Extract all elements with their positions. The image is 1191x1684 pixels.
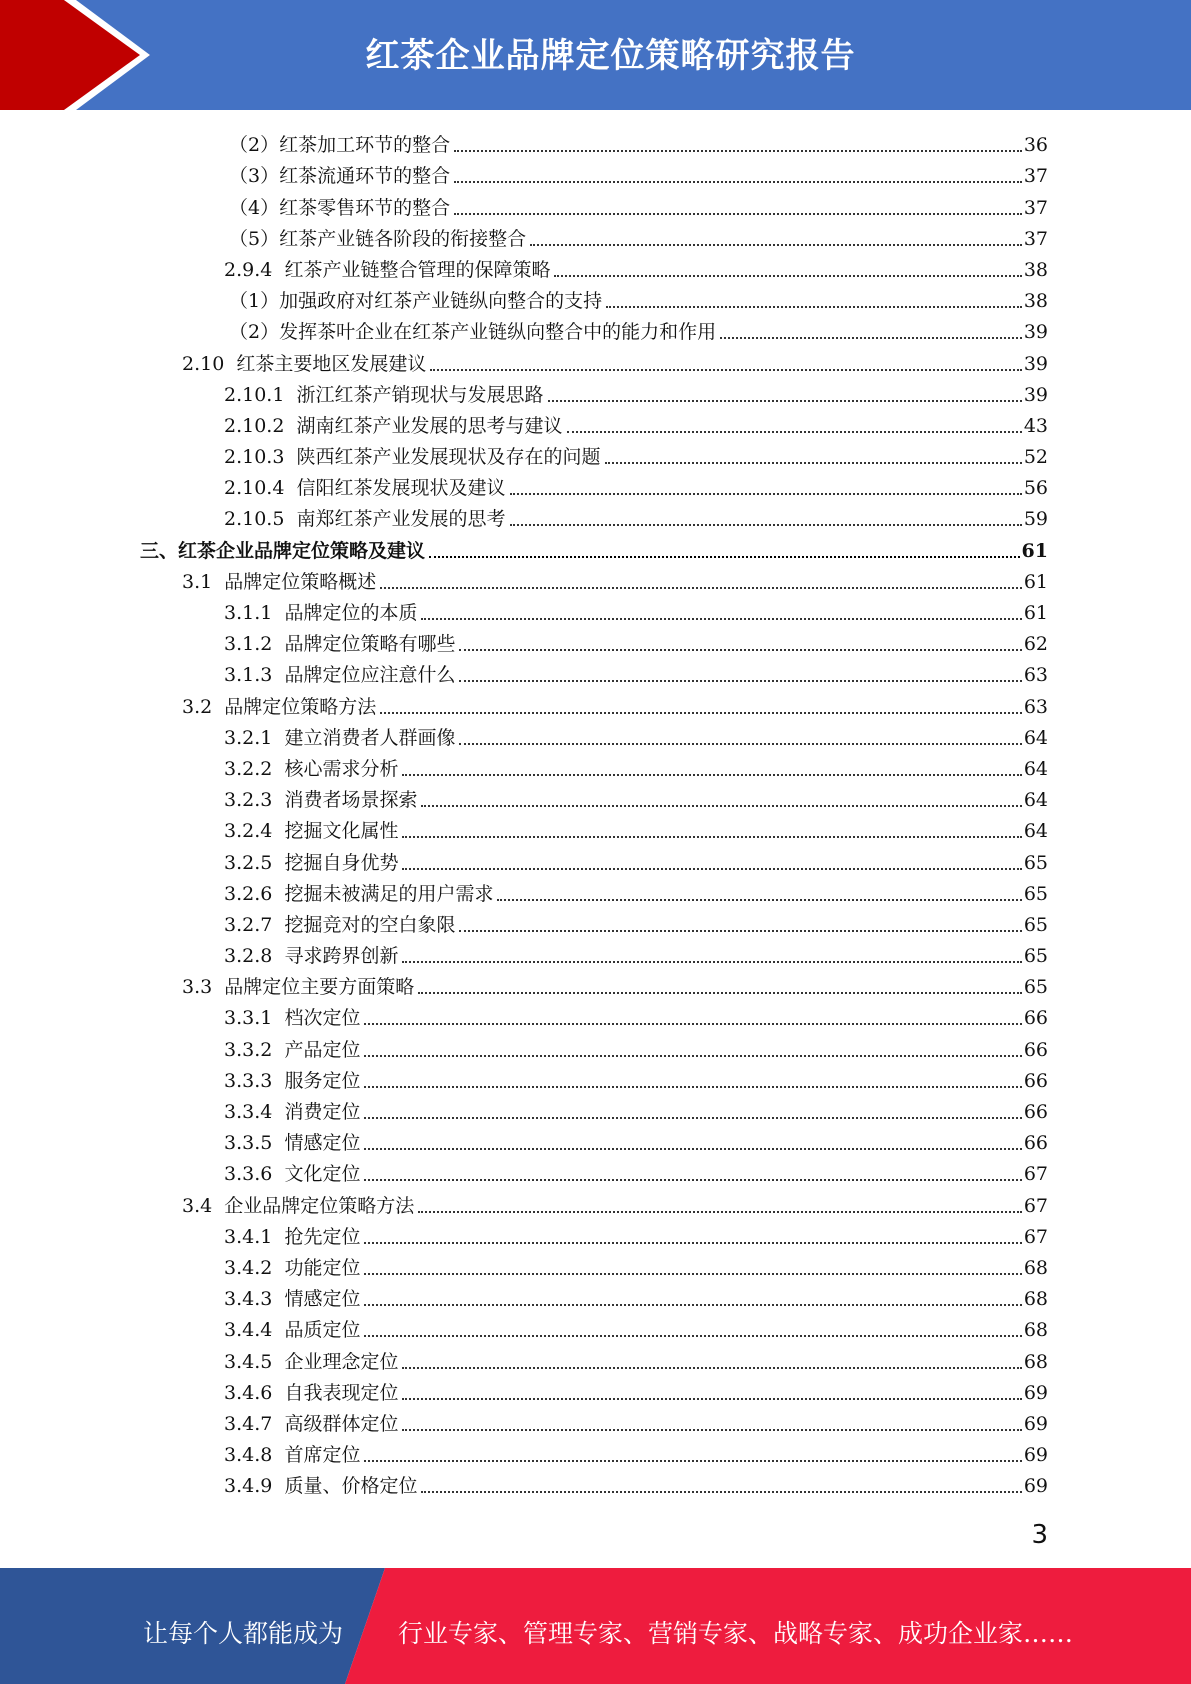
toc-entry-page: 61	[1023, 602, 1048, 624]
toc-entry-number: 3.2.5	[224, 851, 285, 874]
toc-entry-title: 情感定位	[284, 1132, 361, 1155]
toc-entry-number: 3.4.7	[224, 1412, 285, 1435]
toc-entry-page: 65	[1023, 945, 1048, 968]
toc-entry-number: （2）	[229, 134, 280, 157]
toc-dot-leader	[606, 306, 1022, 308]
toc-entry[interactable]	[140, 752, 1048, 783]
toc-entry[interactable]	[140, 409, 1048, 440]
toc-entry[interactable]	[140, 814, 1048, 845]
toc-entry-number: 3.4.4	[224, 1319, 285, 1342]
toc-entry-page: 63	[1023, 664, 1048, 687]
toc-entry-number: 3.2.4	[224, 820, 285, 843]
toc-dot-leader	[364, 1023, 1021, 1025]
toc-entry-title: 红茶企业品牌定位策略及建议	[178, 539, 426, 562]
toc-entry-page: 69	[1023, 1381, 1048, 1404]
footer-slogan-right: 行业专家、管理专家、营销专家、战略专家、成功企业家……	[398, 1619, 1074, 1648]
toc-entry-number: 3.4.9	[224, 1475, 285, 1498]
toc-entry-page: 36	[1023, 134, 1048, 157]
toc-dot-leader	[605, 462, 1022, 464]
toc-entry-title: 品牌定位的本质	[284, 602, 418, 624]
toc-entry-number: 3.3.3	[224, 1069, 285, 1092]
toc-entry-page: 38	[1023, 290, 1048, 313]
toc-dot-leader	[418, 1211, 1022, 1213]
toc-dot-leader	[548, 400, 1022, 402]
toc-entry-title: 情感定位	[284, 1288, 361, 1311]
toc-entry-page: 37	[1023, 165, 1048, 188]
toc-entry-title: 寻求跨界创新	[284, 945, 399, 968]
toc-entry-number: （2）	[229, 321, 280, 344]
toc-entry[interactable]	[140, 1220, 1048, 1251]
toc-entry[interactable]	[140, 1032, 1048, 1063]
toc-entry[interactable]	[140, 627, 1048, 658]
toc-entry-number: 3.2.2	[224, 757, 285, 780]
toc-entry-number: 2.10	[182, 352, 237, 375]
toc-entry[interactable]	[140, 159, 1048, 190]
toc-entry-number: 3.2.1	[224, 726, 285, 749]
toc-entry-title: 消费者场景探索	[284, 789, 418, 812]
toc-entry-title: 品质定位	[284, 1319, 361, 1342]
toc-entry-number: （4）	[229, 196, 280, 219]
toc-entry-title: 自我表现定位	[284, 1381, 399, 1404]
toc-entry-page: 39	[1023, 321, 1048, 344]
toc-entry-page: 39	[1023, 352, 1048, 375]
toc-entry-number: 3.4.6	[224, 1381, 285, 1404]
toc-entry-page: 68	[1023, 1256, 1048, 1279]
toc-dot-leader	[554, 275, 1021, 277]
toc-dot-leader	[421, 1491, 1021, 1493]
toc-entry[interactable]	[140, 596, 1048, 627]
toc-entry-number: 3.3.6	[224, 1163, 285, 1186]
toc-entry-page: 61	[1023, 570, 1048, 593]
toc-entry-title: 产品定位	[284, 1038, 361, 1061]
toc-entry-number: 3.3.1	[224, 1007, 285, 1030]
toc-dot-leader	[402, 774, 1021, 776]
toc-entry-page: 68	[1023, 1350, 1048, 1373]
toc-entry-number: 3.2.7	[224, 913, 285, 936]
footer-slogan-left: 让每个人都能成为	[143, 1619, 344, 1648]
toc-entry-number: （1）	[229, 290, 280, 313]
toc-entry-title: 南郑红茶产业发展的思考	[296, 508, 506, 531]
toc-entry-number: 2.10.4	[224, 477, 297, 500]
toc-entry-title: 品牌定位策略有哪些	[284, 633, 456, 656]
toc-entry[interactable]	[140, 471, 1048, 502]
toc-entry-page: 69	[1023, 1412, 1048, 1435]
toc-entry-page: 43	[1023, 414, 1048, 437]
toc-entry[interactable]	[140, 783, 1048, 814]
toc-entry-title: 功能定位	[284, 1256, 361, 1279]
toc-entry[interactable]	[140, 721, 1048, 752]
toc-entry[interactable]	[140, 1064, 1048, 1095]
toc-dot-leader	[364, 1304, 1021, 1306]
toc-entry-page: 69	[1023, 1444, 1048, 1467]
toc-entry-title: 高级群体定位	[284, 1412, 399, 1435]
toc-entry-page: 65	[1023, 851, 1048, 874]
toc-entry-page: 39	[1023, 383, 1048, 406]
toc-entry[interactable]	[140, 502, 1048, 533]
toc-dot-leader	[421, 805, 1021, 807]
toc-entry[interactable]	[140, 845, 1048, 876]
toc-entry-title: 品牌定位应注意什么	[284, 664, 456, 687]
toc-entry[interactable]	[140, 315, 1048, 346]
toc-dot-leader	[459, 930, 1021, 932]
toc-entry[interactable]	[140, 1001, 1048, 1032]
toc-dot-leader	[510, 493, 1022, 495]
toc-entry-title: 核心需求分析	[284, 757, 399, 780]
toc-dot-leader	[421, 618, 1021, 620]
toc-dot-leader	[364, 1148, 1021, 1150]
toc-entry[interactable]	[140, 346, 1048, 377]
toc-entry-number: 3.4.8	[224, 1444, 285, 1467]
page-header	[0, 0, 1191, 110]
toc-entry-number: 3.1.2	[224, 633, 285, 656]
toc-entry[interactable]	[140, 1282, 1048, 1313]
table-of-contents	[140, 128, 1048, 1500]
toc-entry[interactable]	[140, 222, 1048, 253]
toc-entry-title: 挖掘自身优势	[284, 851, 399, 874]
toc-entry[interactable]	[140, 1438, 1048, 1469]
toc-entry-page: 67	[1023, 1225, 1048, 1248]
toc-entry-page: 37	[1023, 227, 1048, 250]
toc-entry-page: 64	[1023, 757, 1048, 780]
toc-entry-title: 挖掘文化属性	[284, 820, 399, 843]
toc-entry[interactable]	[140, 1188, 1048, 1219]
toc-entry-title: 企业品牌定位策略方法	[224, 1194, 415, 1217]
toc-entry-page: 69	[1023, 1475, 1048, 1498]
toc-dot-leader	[459, 649, 1021, 651]
toc-entry-page: 64	[1023, 820, 1048, 843]
toc-dot-leader	[380, 712, 1022, 714]
toc-entry-page: 65	[1023, 913, 1048, 936]
toc-entry[interactable]	[140, 190, 1048, 221]
toc-entry-number: 3.2.8	[224, 945, 285, 968]
toc-entry-page: 67	[1023, 1194, 1048, 1217]
toc-entry[interactable]	[140, 253, 1048, 284]
toc-entry-title: 建立消费者人群画像	[284, 726, 456, 749]
toc-dot-leader	[567, 431, 1022, 433]
toc-dot-leader	[459, 743, 1021, 745]
toc-entry-title: 浙江红茶产销现状与发展思路	[296, 383, 544, 406]
toc-dot-leader	[402, 868, 1021, 870]
toc-entry-page: 66	[1023, 1069, 1048, 1092]
toc-entry-number: 3.4.2	[224, 1256, 285, 1279]
toc-entry-number: 3.2.6	[224, 882, 285, 905]
toc-entry-page: 68	[1023, 1319, 1048, 1342]
toc-dot-leader	[720, 337, 1022, 339]
toc-entry-title: 质量、价格定位	[284, 1475, 418, 1498]
toc-dot-leader	[454, 213, 1022, 215]
toc-entry-number: 3.1	[182, 570, 225, 593]
toc-dot-leader	[364, 1086, 1021, 1088]
toc-dot-leader	[402, 1429, 1021, 1431]
toc-entry-number: 3.2.3	[224, 789, 285, 812]
toc-entry-page: 68	[1023, 1288, 1048, 1311]
toc-dot-leader	[402, 836, 1021, 838]
toc-entry-number: 3.4	[182, 1194, 225, 1217]
toc-entry-title: 企业理念定位	[284, 1350, 399, 1373]
toc-entry-title: 档次定位	[284, 1007, 361, 1030]
toc-entry-page: 37	[1023, 196, 1048, 219]
toc-entry[interactable]	[140, 1313, 1048, 1344]
toc-dot-leader	[418, 992, 1022, 994]
toc-dot-leader	[454, 181, 1022, 183]
toc-entry[interactable]	[140, 565, 1048, 596]
toc-dot-leader	[364, 1055, 1021, 1057]
toc-entry-page: 64	[1023, 726, 1048, 749]
toc-entry-title: 红茶流通环节的整合	[279, 165, 451, 188]
toc-entry-number: 2.9.4	[224, 258, 285, 281]
toc-dot-leader	[402, 961, 1021, 963]
toc-entry-number: 三、	[140, 539, 179, 562]
toc-dot-leader	[364, 1335, 1021, 1337]
toc-entry-page: 63	[1023, 695, 1048, 718]
toc-dot-leader	[364, 1179, 1021, 1181]
toc-entry-title: 红茶零售环节的整合	[279, 196, 451, 219]
toc-entry-page: 64	[1023, 789, 1048, 812]
toc-dot-leader	[364, 1117, 1021, 1119]
toc-entry[interactable]	[140, 378, 1048, 409]
toc-entry-number: （5）	[229, 227, 280, 250]
toc-entry[interactable]	[140, 284, 1048, 315]
toc-dot-leader	[380, 587, 1022, 589]
toc-entry-number: 3.3	[182, 976, 225, 999]
toc-entry-number: 2.10.2	[224, 414, 297, 437]
toc-entry-number: 2.10.1	[224, 383, 297, 406]
toc-entry-title: 陕西红茶产业发展现状及存在的问题	[296, 446, 601, 469]
toc-entry-title: 红茶产业链各阶段的衔接整合	[279, 227, 527, 250]
toc-entry-title: 信阳红茶发展现状及建议	[296, 477, 506, 500]
toc-entry-title: 挖掘未被满足的用户需求	[284, 882, 494, 905]
toc-entry[interactable]	[140, 908, 1048, 939]
toc-entry-number: 3.4.1	[224, 1225, 285, 1248]
toc-entry-title: 红茶主要地区发展建议	[236, 352, 427, 375]
toc-entry-page: 38	[1023, 258, 1048, 281]
toc-entry[interactable]	[140, 877, 1048, 908]
toc-entry-page: 66	[1023, 1038, 1048, 1061]
toc-entry[interactable]	[140, 1469, 1048, 1500]
toc-entry[interactable]	[140, 658, 1048, 689]
toc-entry[interactable]	[140, 128, 1048, 159]
report-title: 红茶企业品牌定位策略研究报告	[365, 36, 856, 76]
toc-dot-leader	[459, 680, 1021, 682]
toc-entry-page: 61	[1021, 539, 1048, 562]
toc-dot-leader	[402, 1398, 1021, 1400]
toc-dot-leader	[364, 1273, 1021, 1275]
toc-entry[interactable]	[140, 533, 1048, 564]
toc-entry-number: 3.4.3	[224, 1288, 285, 1311]
toc-entry[interactable]	[140, 1251, 1048, 1282]
toc-entry-number: 3.3.4	[224, 1101, 285, 1123]
toc-entry-title: 文化定位	[284, 1163, 361, 1186]
page-footer	[0, 1568, 1191, 1684]
toc-entry-number: 3.3.5	[224, 1132, 285, 1155]
toc-entry-page: 62	[1023, 633, 1048, 656]
toc-entry-page: 65	[1023, 976, 1048, 999]
toc-entry-page: 67	[1023, 1163, 1048, 1186]
toc-entry-title: 品牌定位主要方面策略	[224, 976, 415, 999]
toc-entry-title: 品牌定位策略方法	[224, 695, 377, 718]
toc-entry-title: 首席定位	[284, 1444, 361, 1467]
toc-entry-title: 服务定位	[284, 1069, 361, 1092]
toc-dot-leader	[364, 1460, 1021, 1462]
toc-entry-page: 66	[1023, 1007, 1048, 1030]
toc-entry-title: 红茶加工环节的整合	[279, 134, 451, 157]
toc-entry-number: 3.2	[182, 695, 225, 718]
toc-dot-leader	[510, 524, 1022, 526]
toc-entry[interactable]	[140, 1376, 1048, 1407]
toc-dot-leader	[429, 556, 1020, 558]
toc-entry-page: 59	[1023, 508, 1048, 531]
toc-dot-leader	[497, 899, 1021, 901]
toc-entry[interactable]	[140, 970, 1048, 1001]
toc-entry-title: 加强政府对红茶产业链纵向整合的支持	[279, 290, 603, 313]
page-number: 3	[1031, 1520, 1048, 1550]
toc-entry[interactable]	[140, 939, 1048, 970]
toc-entry[interactable]	[140, 689, 1048, 720]
toc-entry[interactable]	[140, 440, 1048, 471]
toc-entry[interactable]	[140, 1126, 1048, 1157]
toc-entry-title: 湖南红茶产业发展的思考与建议	[296, 414, 563, 437]
toc-dot-leader	[364, 1242, 1021, 1244]
toc-entry-number: 2.10.3	[224, 446, 297, 469]
toc-entry-number: 3.1.3	[224, 664, 285, 687]
toc-entry-title: 品牌定位策略概述	[224, 570, 377, 593]
toc-entry-page: 52	[1023, 446, 1048, 469]
toc-entry[interactable]	[140, 1157, 1048, 1188]
toc-entry-title: 抢先定位	[284, 1225, 361, 1248]
toc-entry-page: 56	[1023, 477, 1048, 500]
toc-entry[interactable]	[140, 1344, 1048, 1375]
toc-entry-page: 66	[1023, 1132, 1048, 1155]
toc-entry-page: 65	[1023, 882, 1048, 905]
toc-dot-leader	[430, 369, 1021, 371]
toc-entry-number: （3）	[229, 165, 280, 188]
toc-entry-number: 3.1.1	[224, 602, 285, 624]
toc-entry[interactable]	[140, 1095, 1048, 1126]
toc-entry-title: 红茶产业链整合管理的保障策略	[284, 258, 551, 281]
toc-entry[interactable]	[140, 1407, 1048, 1438]
toc-dot-leader	[454, 150, 1022, 152]
toc-entry-number: 3.4.5	[224, 1350, 285, 1373]
toc-entry-title: 发挥茶叶企业在红茶产业链纵向整合中的能力和作用	[279, 321, 717, 344]
toc-dot-leader	[530, 244, 1022, 246]
toc-entry-title: 挖掘竞对的空白象限	[284, 913, 456, 936]
toc-entry-title: 消费定位	[284, 1101, 361, 1123]
toc-entry-number: 3.3.2	[224, 1038, 285, 1061]
toc-entry-page: 66	[1023, 1101, 1048, 1123]
toc-dot-leader	[402, 1367, 1021, 1369]
toc-entry-number: 2.10.5	[224, 508, 297, 531]
